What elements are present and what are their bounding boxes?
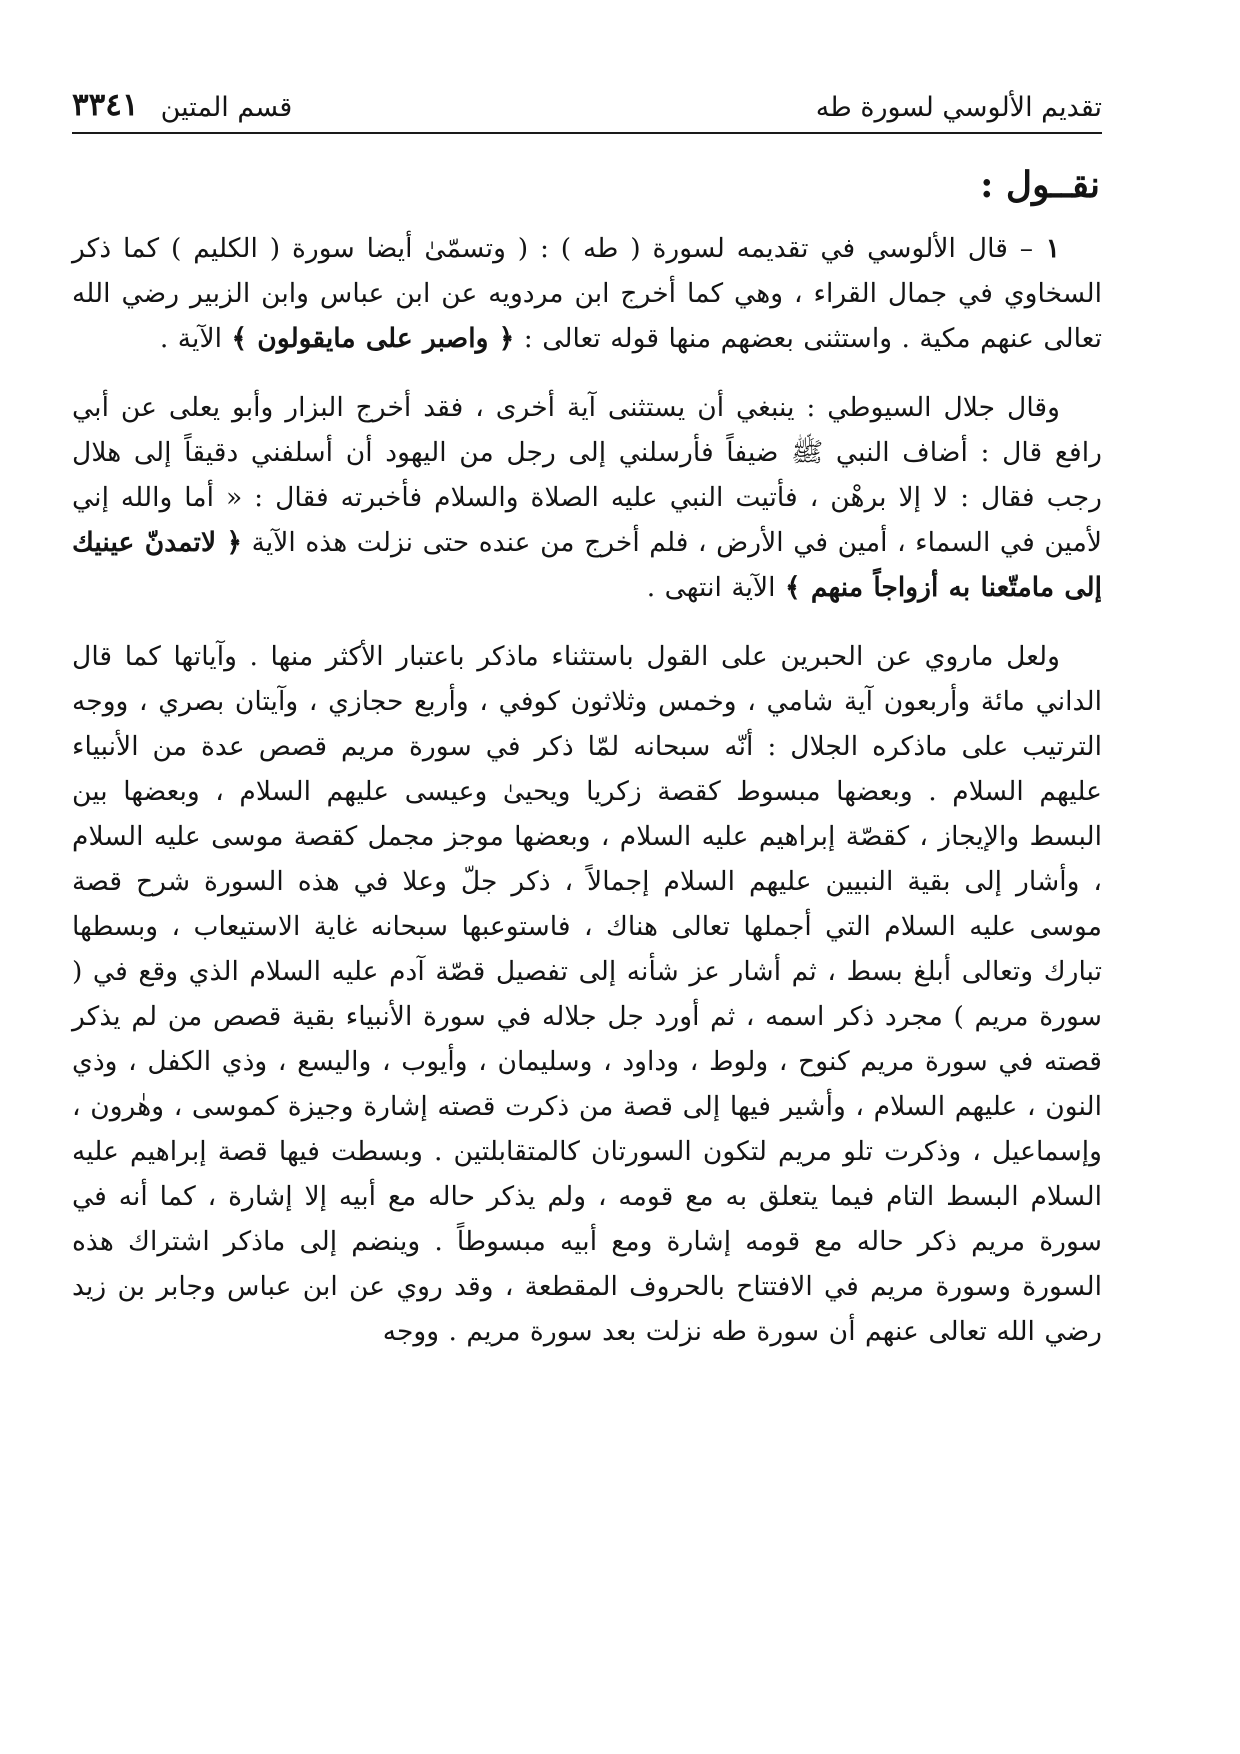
page-number: ٣٣٤١ [72,86,139,123]
running-section-group [72,87,292,124]
paragraph-2-text-b: الآية انتهى . [646,572,785,604]
quran-verse-1: ﴿ واصبر على مايقولون ﴾ [231,323,515,355]
paragraph-1-number: ١ [1033,233,1060,265]
paragraph-3 [72,634,1102,1354]
body-text [72,226,1102,1354]
paragraph-1 [72,226,1102,361]
paragraph-1-text-a: – قال الألوسي في تقديمه لسورة ( طه ) : ( وتسمّىٰ أيضا سورة ( الكليم ) كما ذكر السخاوي في جمال القراء ، وهي كما أخرج ابن مردويه عن ابن عباس وابن الزبير رضي الله تعالى عنهم مكية . واستثنى بعضهم منها قوله تعالى : [72,233,1102,355]
header-rule [72,132,1102,134]
quran-verse-2: ﴿ لاتمدنّ عينيك إلى مامتّعنا به أزواجاً منهم ﴾ [72,527,1102,604]
paragraph-2-text-a: وقال جلال السيوطي : ينبغي أن يستثنى آية أخرى ، فقد أخرج البزار وأبو يعلى عن أبي رافع قال : أضاف النبي ﷺ ضيفاً فأرسلني إلى رجل من اليهود أن أسلفني دقيقاً إلى هلال رجب فقال : لا إلا برهْن ، فأتيت النبي عليه الصلاة والسلام فأخبرته فقال : « أما والله إني لأمين في السماء ، أمين في الأرض ، فلم أخرج من عنده حتى نزلت هذه الآية [72,392,1102,559]
paragraph-1-text-b: الآية . [159,323,232,355]
section-label: قسم المتين [160,91,293,123]
section-heading: نقــول : [980,164,1100,206]
paragraph-3-text: ولعل ماروي عن الحبرين على القول باستثناء ماذكر باعتبار الأكثر منها . وآياتها كما قال الداني مائة وأربعون آية شامي ، وخمس وثلاثون كوفي ، وأربع حجازي ، وآيتان بصري ، ووجه الترتيب على ماذكره الجلال : أنّه سبحانه لمّا ذكر في سورة مريم قصص عدة من الأنبياء عليهم السلام . وبعضها مبسوط كقصة زكريا ويحيىٰ وعيسى عليهم السلام ، وبعضها بين البسط والإيجاز ، كقصّة إبراهيم عليه السلام ، وبعضها موجز مجمل كقصة موسى عليه السلام ، وأشار إلى بقية النبيين عليهم السلام إجمالاً ، ذكر جلّ وعلا في هذه السورة شرح قصة موسى عليه السلام التي أجملها تعالى هناك ، فاستوعبها سبحانه غاية الاستيعاب ، وبسطها تبارك وتعالى أبلغ بسط ، ثم أشار عز شأنه إلى تفصيل قصّة آدم عليه السلام الذي وقع في ( سورة مريم ) مجرد ذكر اسمه ، ثم أورد جل جلاله في سورة الأنبياء بقية قصص من لم يذكر قصته في سورة مريم كنوح ، ولوط ، وداود ، وسليمان ، وأيوب ، واليسع ، وذي الكفل ، وذي النون ، عليهم السلام ، وأشير فيها إلى قصة من ذكرت قصته إشارة وجيزة كموسى ، وهٰرون ، وإسماعيل ، وذكرت تلو مريم لتكون السورتان كالمتقابلتين . وبسطت فيها قصة إبراهيم عليه السلام البسط التام فيما يتعلق به مع قومه ، ولم يذكر حاله مع أبيه إلا إشارة ، كما أنه في سورة مريم ذكر حاله مع قومه إشارة ومع أبيه مبسوطاً . وينضم إلى ماذكر اشتراك هذه السورة وسورة مريم في الافتتاح بالحروف المقطعة ، وقد روي عن ابن عباس وجابر بن زيد رضي الله تعالى عنهم أن سورة طه نزلت بعد سورة مريم . ووجه [72,641,1102,1348]
page [72,70,1102,1354]
running-title: تقديم الألوسي لسورة طه [815,91,1102,123]
running-head [72,70,1102,124]
paragraph-2 [72,385,1102,610]
